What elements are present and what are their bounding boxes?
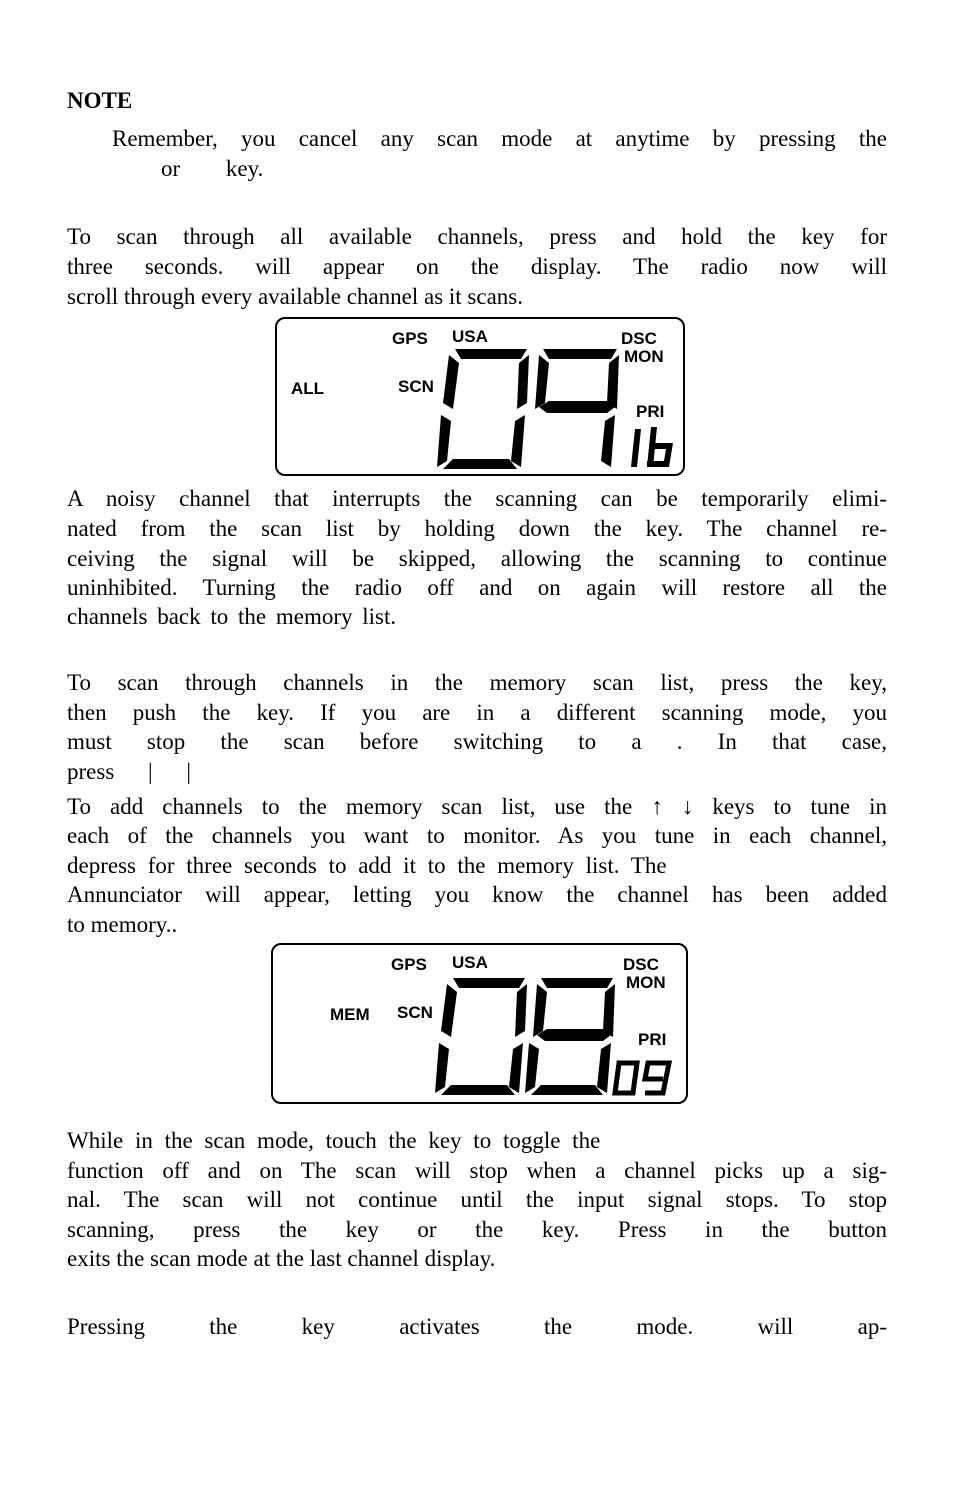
paragraph-line: to memory.. bbox=[67, 912, 178, 937]
paragraph-line: each of the channels you want to monitor. As you tune in each channel, bbox=[67, 823, 887, 848]
paragraph-line: scroll through every available channel as it scans. bbox=[67, 284, 524, 309]
note-line-1: Remember, you cancel any scan mode at anytime by pressing the bbox=[112, 126, 887, 151]
usa-annunciator: USA bbox=[452, 953, 488, 972]
pri-annunciator: PRI bbox=[638, 1030, 667, 1049]
sub-channel-digits bbox=[615, 1063, 669, 1093]
mon-annunciator: MON bbox=[626, 973, 666, 992]
paragraph-line: uninhibited. Turning the radio off and on again will restore all the bbox=[67, 575, 887, 600]
all-mode-annunciator: ALL bbox=[291, 379, 325, 398]
paragraph-line: A noisy channel that interrupts the scanning can be temporarily elimi- bbox=[67, 486, 887, 511]
paragraph-line: To scan through all available channels, press and hold the key for bbox=[67, 224, 887, 249]
main-channel-digits bbox=[435, 978, 615, 1095]
scn-annunciator: SCN bbox=[397, 1003, 433, 1022]
dsc-annunciator: DSC bbox=[621, 329, 657, 348]
paragraph-line: then push the key. If you are in a different scanning mode, you bbox=[67, 700, 887, 725]
sub-channel-digits bbox=[631, 427, 673, 467]
dsc-annunciator: DSC bbox=[623, 955, 659, 974]
note-title: NOTE bbox=[67, 88, 133, 113]
paragraph-line: To add channels to the memory scan list, use the ↑ ↓ keys to tune in bbox=[67, 794, 887, 819]
gps-annunciator: GPS bbox=[392, 329, 428, 348]
gps-annunciator: GPS bbox=[391, 955, 427, 974]
scn-annunciator: SCN bbox=[398, 377, 434, 396]
paragraph-line: scanning, press the key or the key. Press in the button bbox=[67, 1217, 887, 1242]
paragraph-line: ceiving the signal will be skipped, allowing the scanning to continue bbox=[67, 546, 887, 571]
main-channel-digits bbox=[437, 349, 619, 469]
channel-digits bbox=[273, 945, 690, 1106]
paragraph-line: press | | bbox=[67, 759, 191, 784]
paragraph-line: depress for three seconds to add it to the memory list. The bbox=[67, 853, 667, 878]
lcd-display-memory-scan bbox=[271, 943, 688, 1104]
paragraph-line: nated from the scan list by holding down the key. The channel re- bbox=[67, 516, 887, 541]
paragraph-line: To scan through channels in the memory scan list, press the key, bbox=[67, 670, 887, 695]
note-line-2: or key. bbox=[161, 156, 264, 181]
paragraph-line: nal. The scan will not continue until the input signal stops. To stop bbox=[67, 1187, 887, 1212]
mon-annunciator: MON bbox=[624, 347, 664, 366]
lcd-display-all-scan bbox=[275, 317, 685, 476]
paragraph-line: Pressing the key activates the mode. will ap- bbox=[67, 1314, 887, 1339]
paragraph-line: channels back to the memory list. bbox=[67, 604, 397, 629]
paragraph-line: Annunciator will appear, letting you know the channel has been added bbox=[67, 882, 887, 907]
channel-digits bbox=[277, 319, 687, 478]
pri-annunciator: PRI bbox=[636, 402, 665, 421]
paragraph-line: must stop the scan before switching to a . In that case, bbox=[67, 729, 887, 754]
paragraph-line: exits the scan mode at the last channel display. bbox=[67, 1246, 496, 1271]
paragraph-line: three seconds. will appear on the display. The radio now will bbox=[67, 254, 887, 279]
paragraph-line: While in the scan mode, touch the key to toggle the bbox=[67, 1128, 601, 1153]
mem-mode-annunciator: MEM bbox=[330, 1005, 370, 1024]
paragraph-line: function off and on The scan will stop when a channel picks up a sig- bbox=[67, 1158, 887, 1183]
usa-annunciator: USA bbox=[452, 327, 488, 346]
